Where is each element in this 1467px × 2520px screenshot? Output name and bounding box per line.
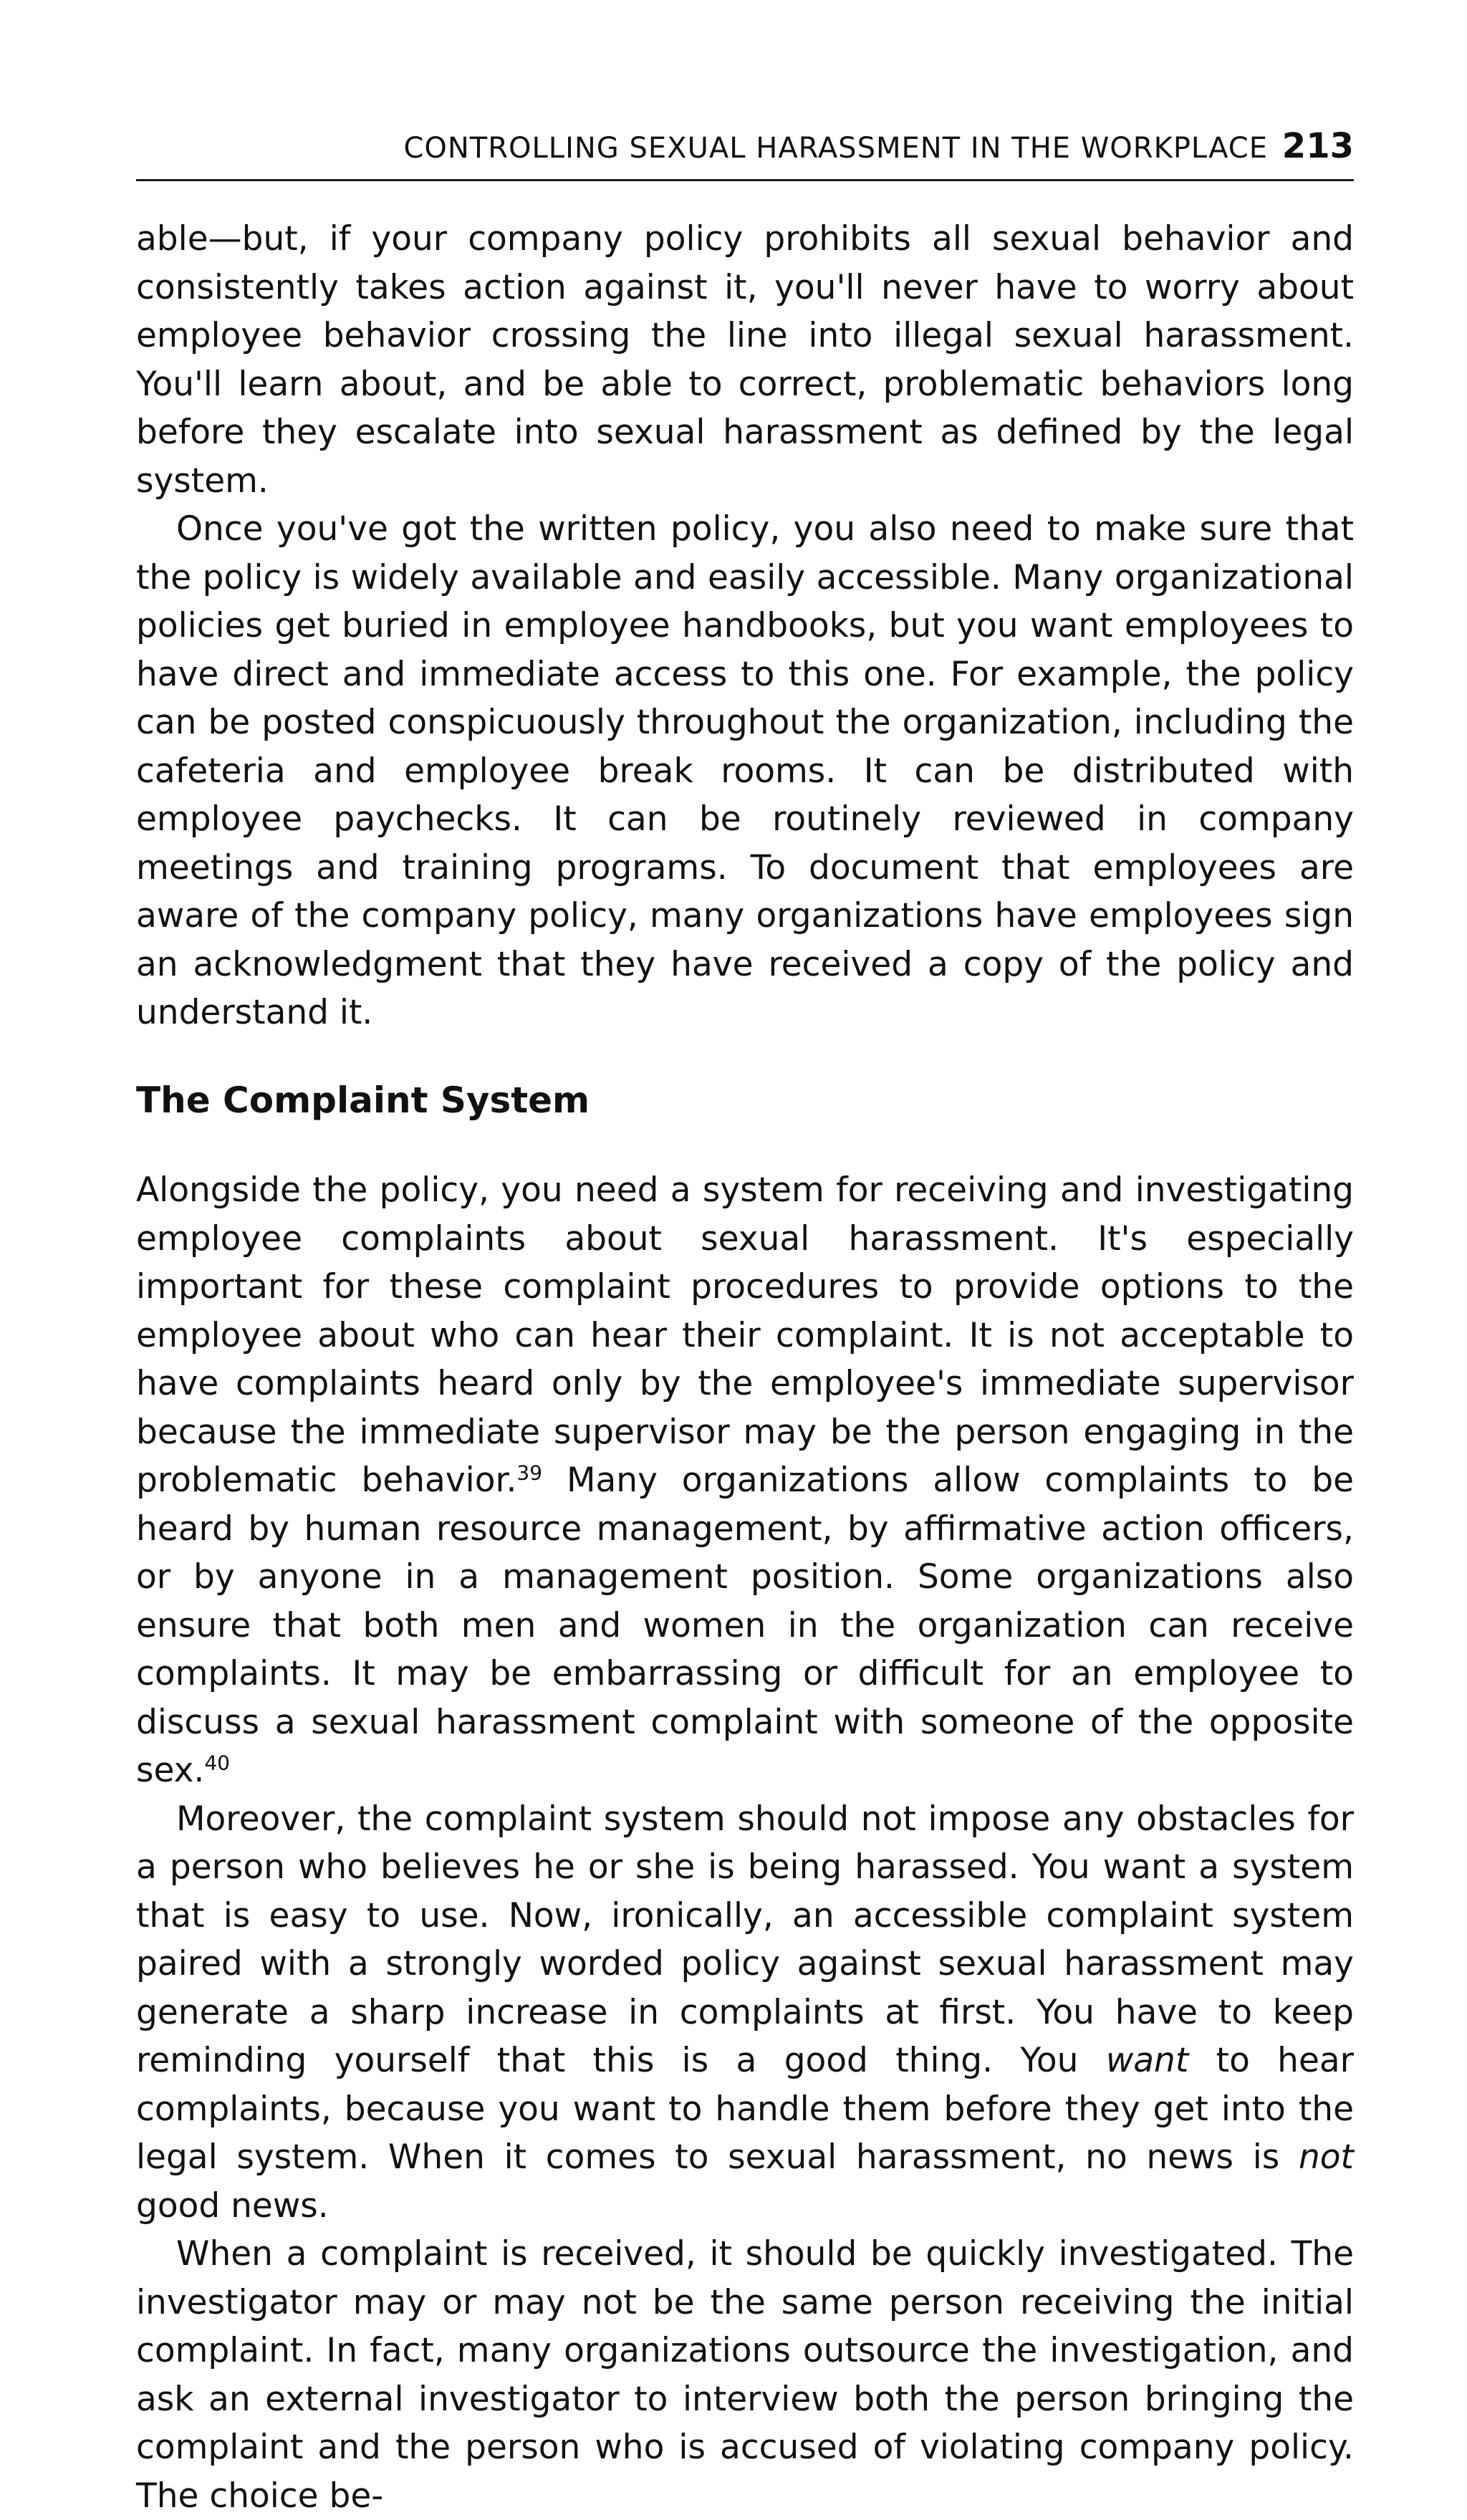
- emphasis-not: not: [1299, 2137, 1354, 2177]
- paragraph-investigation: When a complaint is received, it should be quickly investigated. The investigator may or may not be the same person receiving the initial complaint. In fact, many organizations outsource the investigation, and ask an external investigator to interview both the person bringing the complaint and the person who is accused of violating company policy. The choice be-: [136, 2234, 1354, 2516]
- footnote-ref-39: 39: [516, 1461, 543, 1485]
- emphasis-want: want: [1105, 2041, 1189, 2080]
- footnote-ref-40: 40: [204, 1751, 230, 1775]
- paragraph-continued: able—but, if your company policy prohibits all sexual behavior and consistently takes action against it, you'll never have to worry about employee behavior crossing the line into illegal sexual harassment. You'll learn about, and be able to correct, problematic behaviors long before they escalate into sexual harassment as defined by the legal system.: [136, 219, 1354, 501]
- text-run: Moreover, the complaint system should not impose any obstacles for a person who believes he or she is being harassed. You want a system that is easy to use. Now, ironically, an accessible complaint system paired with a strongly worded policy against sexual harassment may generate a sharp increase in complaints at first. You have to keep reminding yourself that this is a good thing. You: [136, 1799, 1354, 2080]
- running-header: [136, 122, 1354, 181]
- paragraph-complaint-system: [136, 1166, 1354, 1795]
- paragraph-obstacles: [136, 1795, 1354, 2231]
- body-text: [136, 215, 1354, 2520]
- page-number: 213: [1281, 126, 1354, 166]
- text-run: good news.: [136, 2185, 329, 2226]
- text-run: to hear complaints, because you want to handle them before they get into the legal system. When it comes to sexual harassment, no news is: [136, 2041, 1355, 2177]
- text-run: Alongside the policy, you need a system for receiving and investigating employee complaints about sexual harassment. It's especially important for these complaint procedures to provide options to the employee about who can hear their complaint. It is not acceptable to have complaints heard only by the employee's immediate supervisor because the immediate supervisor may be the person engaging in the problematic behavior.: [136, 1170, 1354, 1500]
- paragraph-policy-access: Once you've got the written policy, you also need to make sure that the policy is widely available and easily accessible. Many organizational policies get buried in employee handbooks, but you want employees to have direct and immediate access to this one. For example, the policy can be posted conspicuously throughout the organization, including the cafeteria and employee break rooms. It can be distributed with employee paychecks. It can be routinely reviewed in company meetings and training programs. To document that employees are aware of the company policy, many organizations have employees sign an acknowledgment that they have received a copy of the policy and understand it.: [136, 509, 1354, 1032]
- section-heading: The Complaint System: [136, 1079, 590, 1121]
- running-title: CONTROLLING SEXUAL HARASSMENT IN THE WORKPLACE: [403, 132, 1268, 165]
- text-run: Many organizations allow complaints to be heard by human resource management, by affirmative action officers, or by anyone in a management position. Some organizations also ensure that both men and women in the organization can receive complaints. It may be embarrassing or difficult for an employee to discuss a sexual harassment complaint with someone of the opposite sex.: [136, 1461, 1354, 1790]
